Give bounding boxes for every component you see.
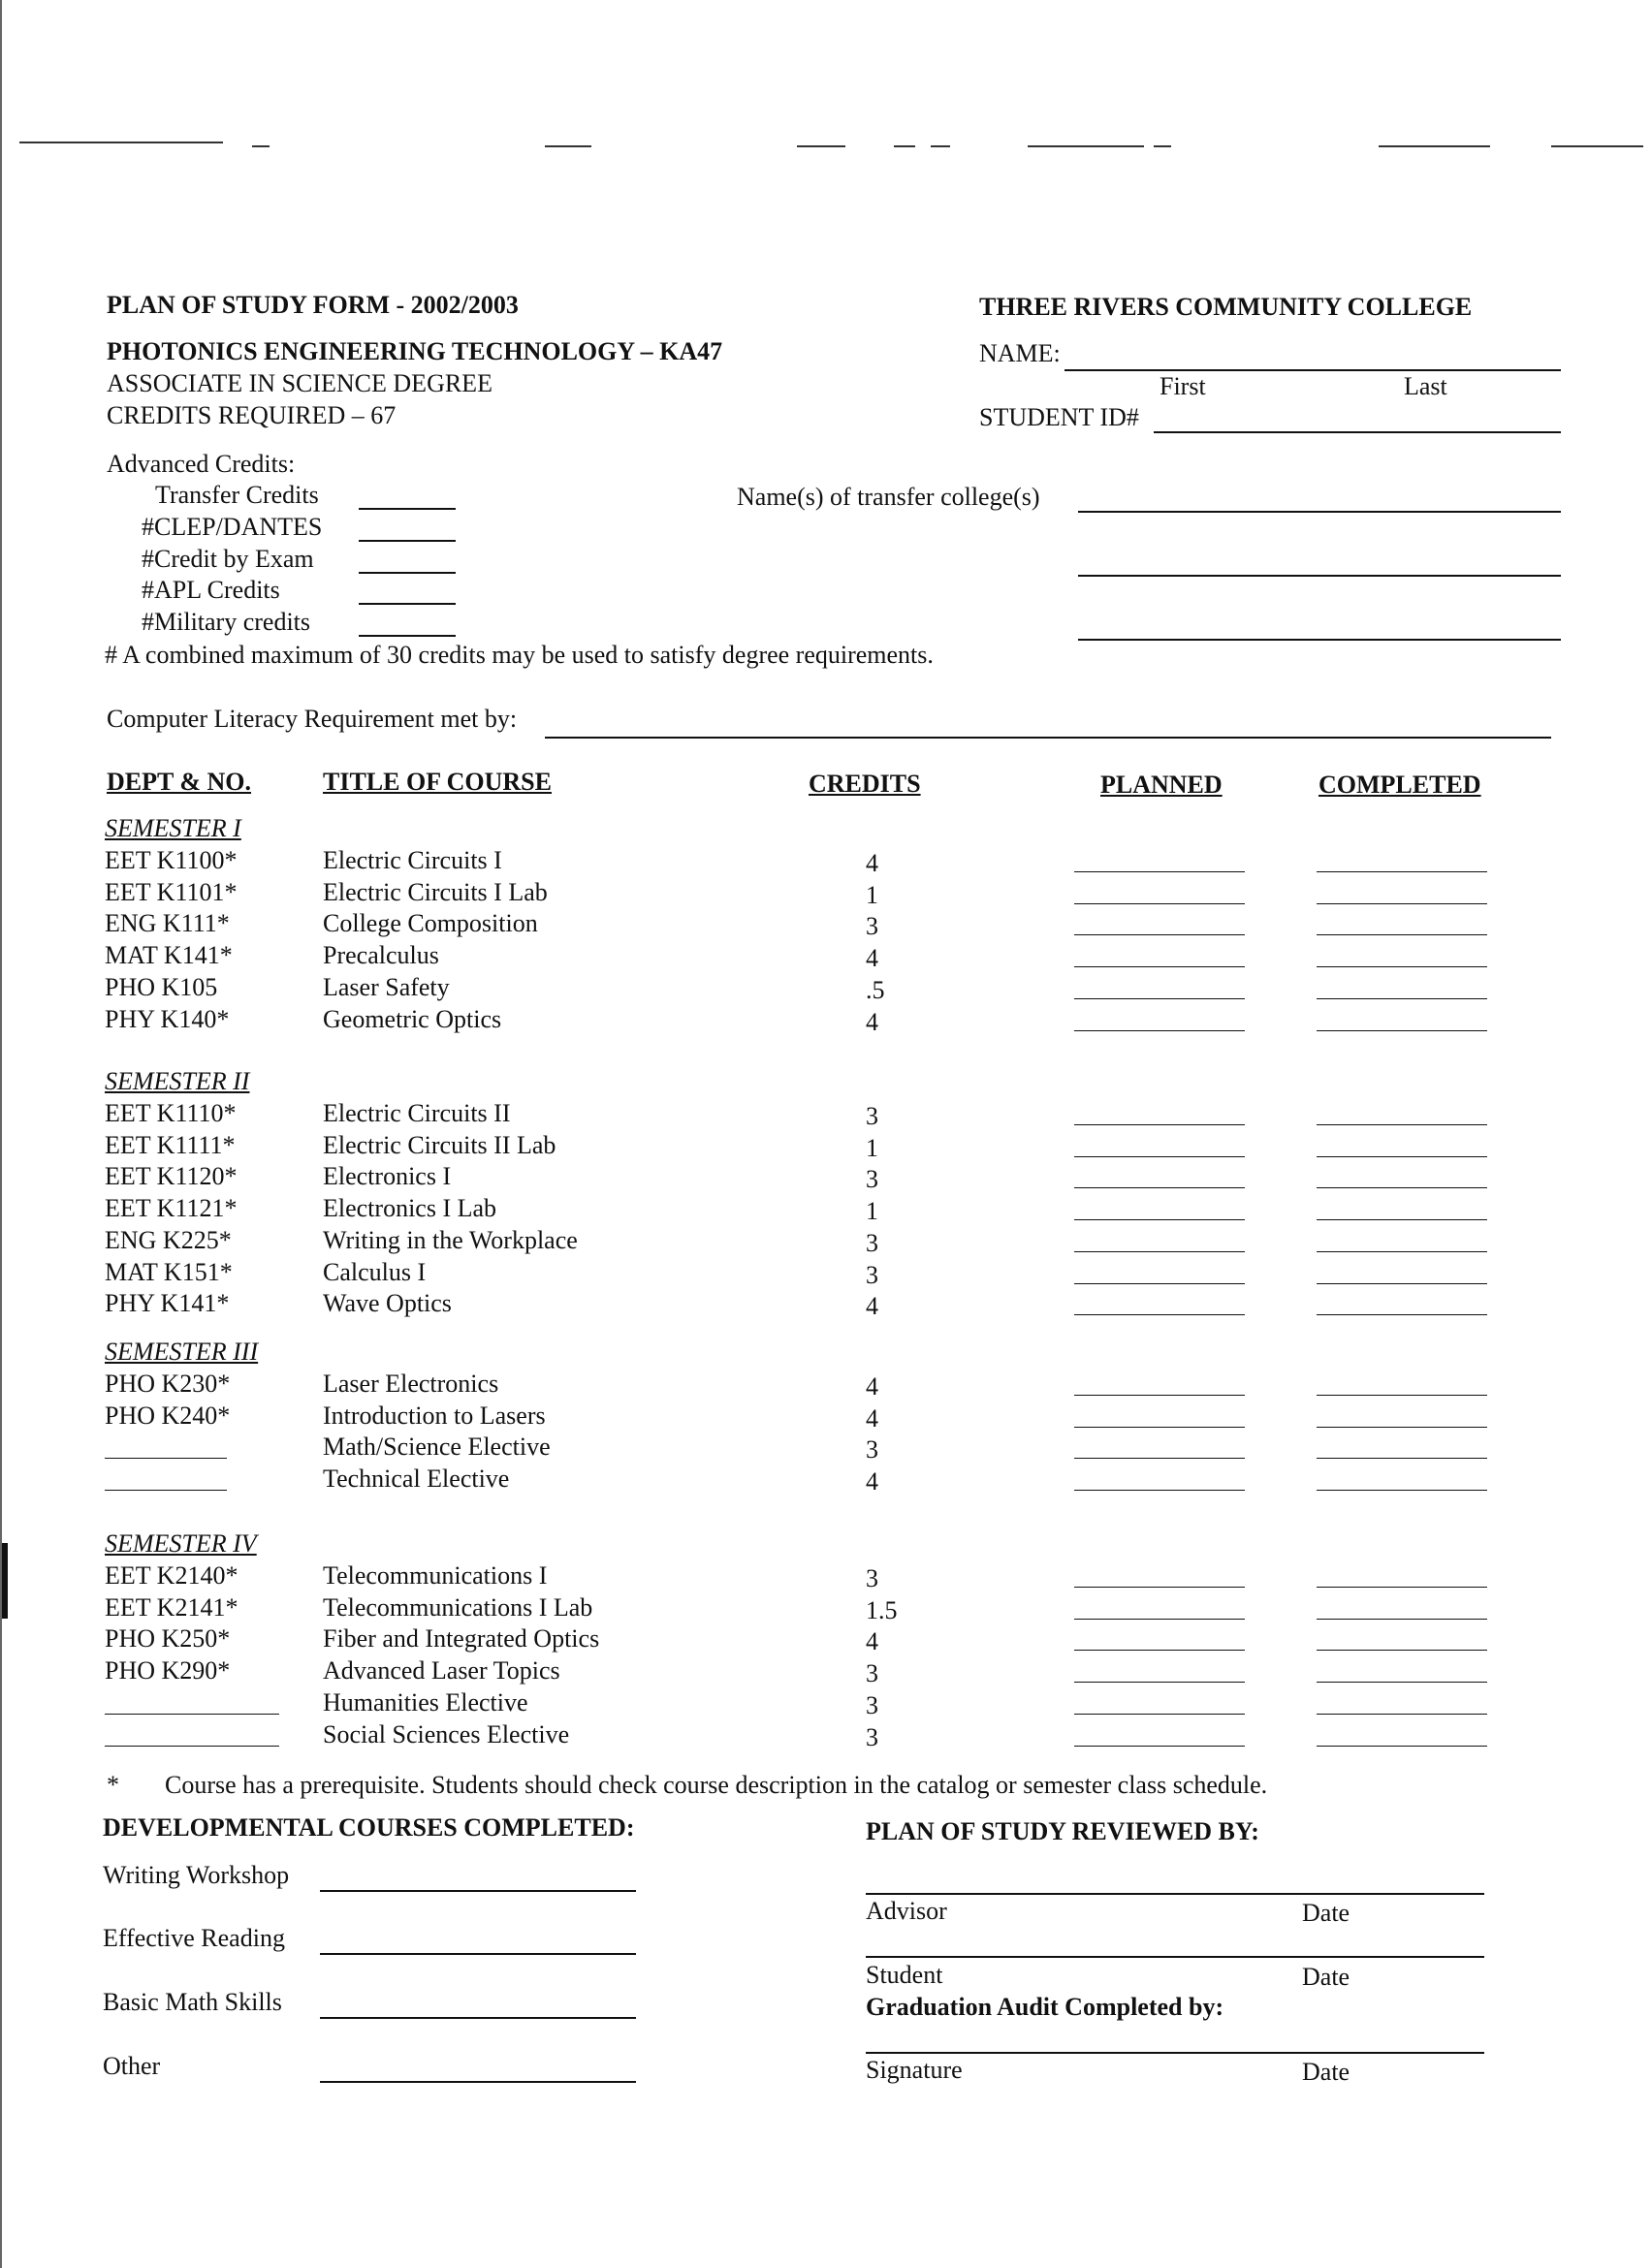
completed-field[interactable] [1317,1650,1487,1651]
course-credits: 3 [866,1722,878,1751]
planned-field[interactable] [1074,1650,1245,1651]
form-title: PLAN OF STUDY FORM - 2002/2003 [107,291,519,319]
completed-field[interactable] [1317,1490,1487,1491]
scan-artifact-line [1551,145,1643,147]
footnote-star: * [107,1771,119,1799]
course-dept: PHO K230* [105,1370,231,1398]
course-title: Geometric Optics [323,1004,502,1033]
scan-artifact-line [797,145,845,147]
completed-field[interactable] [1317,1124,1487,1125]
audit-signature-field[interactable] [866,2052,1484,2054]
course-dept-blank-field[interactable] [105,1746,279,1747]
course-credits: 4 [866,1467,878,1496]
title-column-header: TITLE OF COURSE [323,768,552,796]
planned-field[interactable] [1074,903,1245,904]
course-title: Electric Circuits I Lab [323,877,548,906]
advisor-signature-field[interactable] [866,1893,1484,1895]
apl-credits-field[interactable] [359,603,456,605]
credits-required: CREDITS REQUIRED – 67 [107,401,397,429]
planned-field[interactable] [1074,1124,1245,1125]
planned-field[interactable] [1074,1490,1245,1491]
semester-heading: SEMESTER III [105,1338,259,1366]
course-credits: 4 [866,1403,878,1433]
planned-field[interactable] [1074,1714,1245,1715]
course-title: Electric Circuits II Lab [323,1130,556,1159]
course-title: Electronics I [323,1162,452,1191]
planned-field[interactable] [1074,1251,1245,1252]
course-title: Telecommunications I Lab [323,1592,593,1622]
prerequisite-footnote: Course has a prerequisite. Students should check course description in the catalog or semester class schedule. [165,1771,1268,1799]
course-title: Wave Optics [323,1289,452,1318]
course-dept: PHO K105 [105,972,218,1001]
planned-field[interactable] [1074,871,1245,872]
course-dept: EET K1121* [105,1194,238,1223]
course-dept: MAT K141* [105,941,233,970]
course-credits: 3 [866,1435,878,1465]
completed-field[interactable] [1317,934,1487,935]
writing-workshop-field[interactable] [320,1890,636,1892]
planned-field[interactable] [1074,1187,1245,1188]
transfer-college-label: Name(s) of transfer college(s) [737,483,1040,511]
military-credits-field[interactable] [359,635,456,637]
course-credits: 1 [866,1197,878,1226]
course-dept: EET K1111* [105,1130,236,1159]
student-signature-field[interactable] [866,1956,1484,1958]
advisor-label: Advisor [866,1897,947,1925]
military-credits-label: #Military credits [142,608,311,636]
course-dept: EET K1100* [105,846,238,874]
dept-column-header: DEPT & NO. [107,768,252,796]
course-dept: PHY K141* [105,1289,230,1318]
course-credits: 4 [866,1372,878,1401]
transfer-credits-label: Transfer Credits [155,481,319,509]
clep-dantes-label: #CLEP/DANTES [142,513,323,541]
completed-field[interactable] [1317,1283,1487,1284]
course-title: Writing in the Workplace [323,1225,578,1254]
completed-field[interactable] [1317,1219,1487,1220]
transfer-college-field-2[interactable] [1078,575,1561,577]
course-dept: PHO K250* [105,1624,231,1654]
course-title: Advanced Laser Topics [323,1656,560,1685]
clep-dantes-field[interactable] [359,540,456,542]
reviewed-by-heading: PLAN OF STUDY REVIEWED BY: [866,1817,1259,1845]
completed-field[interactable] [1317,1682,1487,1683]
scan-artifact-line [931,145,950,147]
credit-by-exam-label: #Credit by Exam [142,545,314,573]
course-dept-blank-field[interactable] [105,1490,227,1491]
planned-field[interactable] [1074,1458,1245,1459]
course-dept: EET K1110* [105,1099,237,1127]
course-dept-blank-field[interactable] [105,1714,279,1715]
name-field[interactable] [1064,369,1561,371]
course-credits: 3 [866,1102,878,1130]
completed-field[interactable] [1317,1251,1487,1252]
planned-field[interactable] [1074,1746,1245,1747]
course-title: Math/Science Elective [323,1433,551,1462]
course-dept: EET K1101* [105,877,238,906]
completed-field[interactable] [1317,871,1487,872]
course-dept: MAT K151* [105,1257,233,1286]
course-title: Laser Electronics [323,1370,499,1398]
apl-credits-label: #APL Credits [142,576,280,604]
transfer-credits-field[interactable] [359,508,456,510]
student-date-label: Date [1302,1963,1350,1991]
basic-math-skills-label: Basic Math Skills [103,1988,282,2016]
credit-by-exam-field[interactable] [359,572,456,574]
completed-field[interactable] [1317,1314,1487,1315]
transfer-college-field-3[interactable] [1078,639,1561,641]
first-name-label: First [1160,372,1206,400]
computer-literacy-field[interactable] [545,737,1551,739]
scan-artifact-line [1154,145,1171,147]
completed-field[interactable] [1317,1156,1487,1157]
graduation-audit-heading: Graduation Audit Completed by: [866,1993,1224,2021]
completed-field[interactable] [1317,998,1487,999]
course-credits: 3 [866,1165,878,1194]
course-credits: 3 [866,1228,878,1257]
advisor-date-label: Date [1302,1899,1350,1927]
course-title: Laser Safety [323,972,450,1001]
course-dept: EET K1120* [105,1162,238,1191]
course-title: Introduction to Lasers [323,1401,546,1430]
course-title: Telecommunications I [323,1561,548,1590]
completed-field[interactable] [1317,1187,1487,1188]
planned-field[interactable] [1074,1395,1245,1396]
course-title: Electric Circuits II [323,1099,511,1127]
course-credits: 1 [866,1133,878,1162]
course-title: Fiber and Integrated Optics [323,1624,600,1654]
name-label: NAME: [979,339,1061,367]
student-label: Student [866,1961,943,1989]
college-name: THREE RIVERS COMMUNITY COLLEGE [979,293,1473,321]
planned-column-header: PLANNED [1100,771,1223,799]
developmental-heading: DEVELOPMENTAL COURSES COMPLETED: [103,1813,635,1842]
planned-field[interactable] [1074,1427,1245,1428]
planned-field[interactable] [1074,966,1245,967]
course-title: College Composition [323,909,538,938]
degree-label: ASSOCIATE IN SCIENCE DEGREE [107,369,492,397]
planned-field[interactable] [1074,1156,1245,1157]
completed-column-header: COMPLETED [1318,771,1481,799]
scan-artifact-edge [0,0,2,2268]
completed-field[interactable] [1317,903,1487,904]
course-credits: 3 [866,1260,878,1289]
basic-math-skills-field[interactable] [320,2017,636,2019]
completed-field[interactable] [1317,1427,1487,1428]
course-credits: 4 [866,1292,878,1321]
course-dept: PHY K140* [105,1004,230,1033]
student-id-field[interactable] [1154,431,1561,433]
course-credits: .5 [866,975,885,1004]
other-label: Other [103,2052,161,2080]
combined-maximum-note: # A combined maximum of 30 credits may be used to satisfy degree requirements. [105,641,934,669]
course-dept-blank-field[interactable] [105,1458,227,1459]
course-title: Precalculus [323,941,439,970]
planned-field[interactable] [1074,1030,1245,1031]
course-credits: 4 [866,849,878,877]
signature-label: Signature [866,2056,963,2084]
course-dept: PHO K290* [105,1656,231,1685]
course-title: Humanities Elective [323,1687,528,1717]
completed-field[interactable] [1317,1746,1487,1747]
completed-field[interactable] [1317,966,1487,967]
semester-heading: SEMESTER I [105,814,241,842]
course-credits: 3 [866,1564,878,1592]
course-credits: 3 [866,1690,878,1719]
course-title: Electric Circuits I [323,846,502,874]
completed-field[interactable] [1317,1030,1487,1031]
scan-artifact-line [1379,145,1490,147]
semester-heading: SEMESTER IV [105,1529,257,1558]
course-credits: 3 [866,1659,878,1688]
course-dept: EET K2141* [105,1592,238,1622]
course-title: Calculus I [323,1257,427,1286]
course-credits: 4 [866,1007,878,1036]
credits-column-header: CREDITS [809,770,921,798]
course-dept: ENG K111* [105,909,230,938]
program-title: PHOTONICS ENGINEERING TECHNOLOGY – KA47 [107,337,723,365]
course-credits: 1.5 [866,1595,898,1624]
effective-reading-label: Effective Reading [103,1924,285,1952]
scan-artifact-line [545,145,591,147]
course-title: Social Sciences Elective [323,1719,570,1748]
course-dept: EET K2140* [105,1561,238,1590]
planned-field[interactable] [1074,1219,1245,1220]
course-credits: 4 [866,944,878,973]
other-field[interactable] [320,2081,636,2083]
completed-field[interactable] [1317,1458,1487,1459]
course-dept: ENG K225* [105,1225,232,1254]
semester-heading: SEMESTER II [105,1067,250,1095]
scan-artifact-line [19,142,223,143]
planned-field[interactable] [1074,1587,1245,1588]
completed-field[interactable] [1317,1587,1487,1588]
scan-artifact-line [1028,145,1144,147]
planned-field[interactable] [1074,998,1245,999]
course-title: Electronics I Lab [323,1194,497,1223]
completed-field[interactable] [1317,1395,1487,1396]
advanced-credits-heading: Advanced Credits: [107,450,296,478]
course-dept: PHO K240* [105,1401,231,1430]
writing-workshop-label: Writing Workshop [103,1861,290,1889]
scan-artifact-line [894,145,915,147]
effective-reading-field[interactable] [320,1953,636,1955]
scan-artifact-line [252,145,270,147]
planned-field[interactable] [1074,934,1245,935]
completed-field[interactable] [1317,1714,1487,1715]
planned-field[interactable] [1074,1314,1245,1315]
course-credits: 4 [866,1627,878,1656]
planned-field[interactable] [1074,1283,1245,1284]
student-id-label: STUDENT ID# [979,403,1139,431]
planned-field[interactable] [1074,1619,1245,1620]
course-credits: 3 [866,912,878,941]
transfer-college-field-1[interactable] [1078,511,1561,513]
course-title: Technical Elective [323,1465,510,1494]
course-credits: 1 [866,880,878,909]
last-name-label: Last [1404,372,1447,400]
planned-field[interactable] [1074,1682,1245,1683]
completed-field[interactable] [1317,1619,1487,1620]
audit-date-label: Date [1302,2058,1350,2086]
computer-literacy-label: Computer Literacy Requirement met by: [107,705,518,733]
